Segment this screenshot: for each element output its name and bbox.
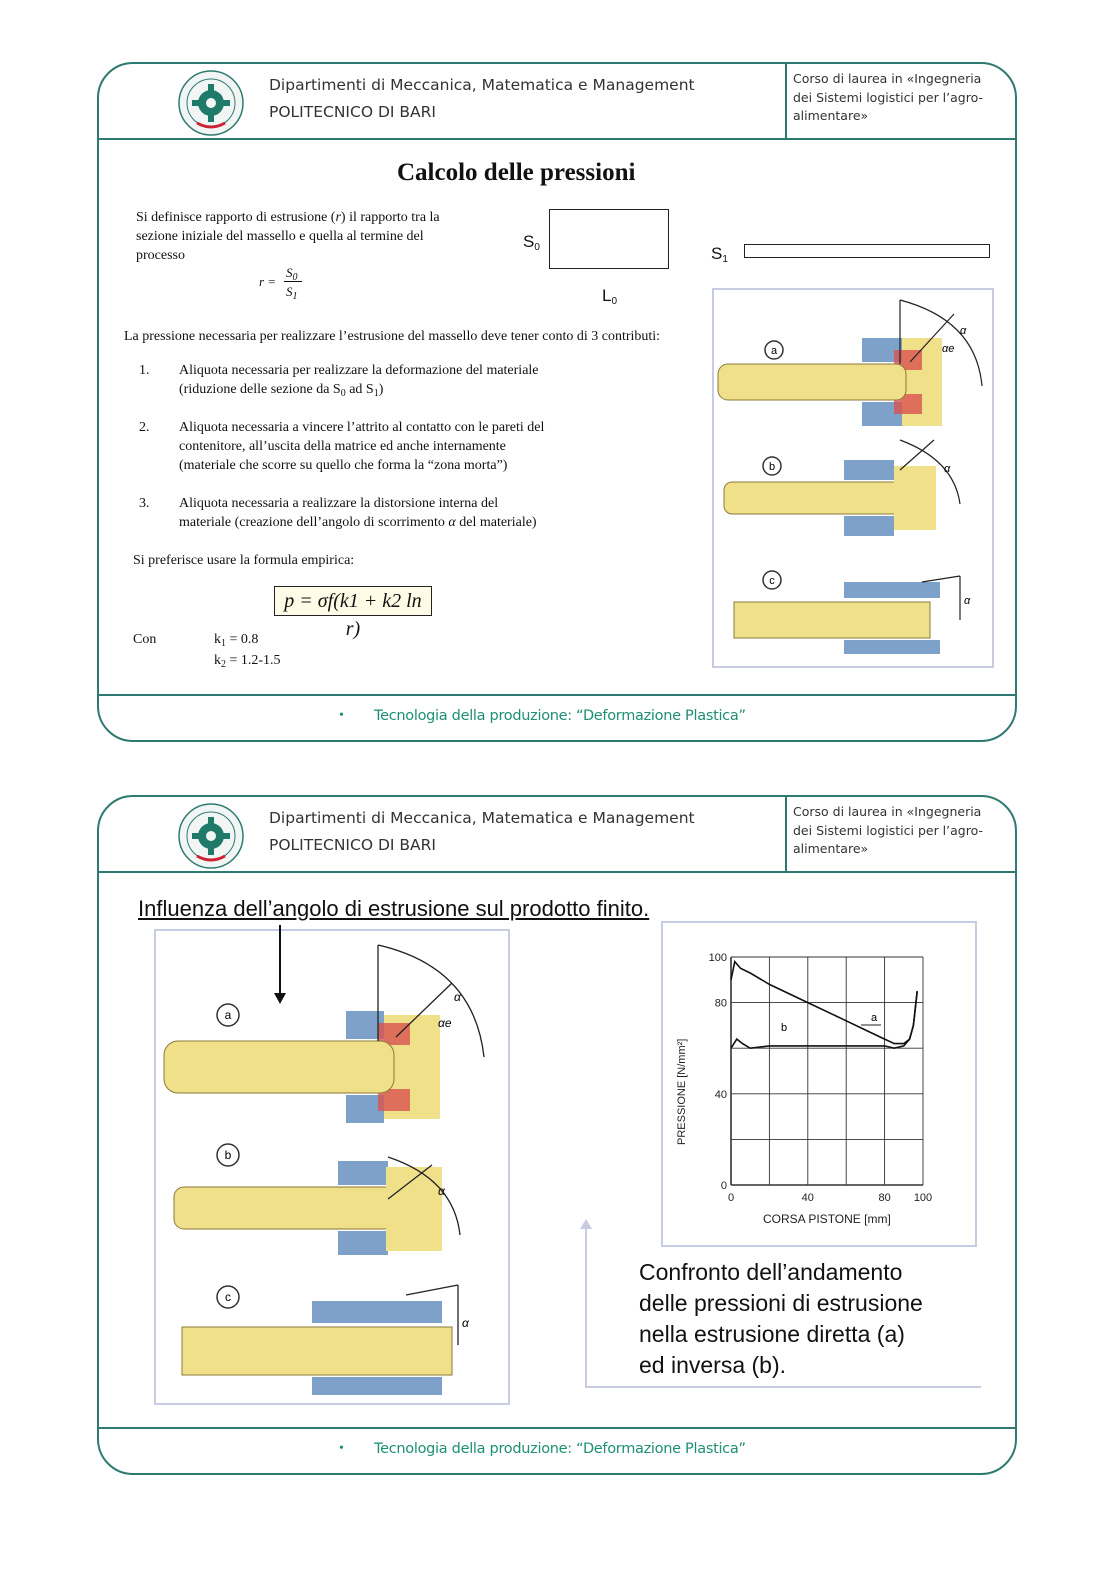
text: sezione iniziale del massello e quella al termine del (136, 229, 424, 244)
item-number: 3. (139, 496, 150, 511)
angle-alpha-e: αe (942, 343, 955, 355)
initial-section-rect (549, 209, 669, 269)
label-a: a (224, 1008, 232, 1022)
chart-series (731, 962, 917, 1049)
die-a (164, 1011, 440, 1123)
text: r (335, 210, 341, 225)
slide-footer (99, 1427, 1015, 1473)
arrow-line (279, 925, 281, 997)
footer-bullet: • (339, 708, 344, 723)
arrow-down-icon (274, 993, 286, 1005)
chart-ticks (709, 952, 933, 1204)
y-tick-label: 40 (714, 1088, 727, 1101)
slide-heading: Influenza dell’angolo di estrusione sul prodotto finito. (138, 896, 650, 921)
item-number: 2. (139, 420, 150, 435)
caption-line: ed inversa (b). (639, 1352, 787, 1378)
x-tick-label: 100 (913, 1192, 933, 1204)
footer-text: Tecnologia della produzione: “Deformazione Plastica” (374, 708, 746, 724)
text: ) il rapporto tra la (340, 210, 440, 225)
angle-labels (942, 325, 971, 607)
text: α (448, 515, 456, 530)
university-name: POLITECNICO DI BARI (269, 836, 436, 854)
label-l0: $L_0$ (602, 286, 618, 307)
k2-value: $k_2 = 1.2-1.5$ (214, 653, 281, 670)
con-label: Con (133, 632, 157, 647)
angle-alpha: α (454, 990, 461, 1004)
chart-ylabel: PRESSIONE [N/mm²] (676, 1038, 688, 1145)
text: Aliquota necessaria a realizzare la distorsione interna del (179, 496, 499, 511)
pressure-chart-figure (661, 921, 977, 1247)
slide-2 (97, 795, 1017, 1475)
text: del materiale) (455, 515, 537, 530)
university-logo-icon (177, 802, 245, 870)
angle-alpha: α (960, 325, 967, 337)
caption-line: delle pressioni di estrusione (639, 1290, 923, 1316)
angle-arcs (378, 945, 484, 1345)
die-b (174, 1161, 442, 1255)
label-s1: $S_1$ (711, 244, 728, 265)
final-section-rect (744, 244, 990, 258)
course-line: dei Sistemi logistici per l’agro- (793, 822, 983, 838)
label-c: c (769, 575, 775, 587)
k1-value: $k_1 = 0.8$ (214, 632, 259, 649)
text: ) (378, 382, 384, 397)
department-name (269, 72, 695, 126)
extrusion-angle-figure (154, 929, 510, 1405)
angle-alpha: α (944, 463, 951, 475)
course-line: alimentare» (793, 841, 869, 856)
extrusion-flow-diagram (714, 290, 992, 666)
text: (riduzione delle sezione da S (179, 382, 341, 397)
item-number: 1. (139, 363, 150, 378)
text: ad S (345, 382, 374, 397)
x-tick-label: 80 (878, 1192, 891, 1204)
caption-line: Confronto dell’andamento (639, 1259, 903, 1285)
contribution-3 (139, 494, 609, 532)
x-tick-label: 0 (727, 1192, 735, 1204)
pressure-chart (663, 923, 975, 1245)
angle-alpha: α (438, 1184, 445, 1198)
text: (materiale che scorre su quello che forma la “zona morta”) (179, 458, 508, 473)
slide-header (99, 64, 1015, 140)
department-text: Dipartimenti di Meccanica, Matematica e Management (269, 809, 695, 827)
course-line: Corso di laurea in «Ingegneria (793, 804, 982, 819)
angle-alpha: α (462, 1316, 469, 1330)
university-name: POLITECNICO DI BARI (269, 103, 436, 121)
extrusion-angle-diagram (156, 931, 508, 1403)
series-label-b: b (781, 1022, 788, 1034)
contribution-2 (139, 418, 609, 475)
empirical-formula (274, 586, 432, 640)
caption-arrow-icon (580, 1219, 592, 1229)
footer-bullet: • (339, 1441, 344, 1456)
course-line: alimentare» (793, 108, 869, 123)
text: Aliquota necessaria per realizzare la deformazione del materiale (179, 363, 539, 378)
series-line-b (731, 991, 917, 1048)
die-c (734, 582, 940, 654)
ratio-denominator: $S_1$ (286, 284, 298, 302)
formula-intro: Si preferisce usare la formula empirica: (133, 553, 355, 568)
slide-footer (99, 694, 1015, 740)
department-text: Dipartimenti di Meccanica, Matematica e Management (269, 76, 695, 94)
text: Aliquota necessaria a vincere l’attrito al contatto con le pareti del (179, 420, 545, 435)
extrusion-ratio-definition (136, 208, 506, 265)
text: 0 (340, 388, 346, 399)
university-logo-icon (177, 69, 245, 137)
angle-alpha: α (964, 595, 971, 607)
label-a: a (770, 345, 778, 357)
text: contenitore, all’uscita della matrice ed anche internamente (179, 439, 506, 454)
header-divider (785, 797, 787, 873)
die-b (724, 460, 936, 536)
contribution-1 (139, 361, 609, 403)
footer-text: Tecnologia della produzione: “Deformazione Plastica” (374, 1441, 746, 1457)
label-c: c (225, 1290, 231, 1304)
angle-labels (438, 990, 470, 1330)
die-a (718, 338, 942, 426)
series-label-a: a (871, 1012, 878, 1024)
angle-alpha-e: αe (438, 1016, 452, 1030)
course-name (793, 70, 1008, 126)
text: materiale (creazione dell’angolo di scorrimento (179, 515, 449, 530)
extrusion-flow-figure (712, 288, 994, 668)
die-c (182, 1301, 452, 1395)
y-tick-label: 80 (714, 997, 727, 1010)
x-tick-label: 40 (801, 1192, 814, 1204)
label-b: b (768, 461, 776, 473)
header-divider (785, 64, 787, 140)
ratio-lhs: r = (259, 274, 277, 289)
text: 1 (373, 388, 379, 399)
slide-title: Calcolo delle pressioni (397, 159, 636, 186)
y-tick-label: 0 (720, 1180, 727, 1192)
y-tick-label: 100 (708, 952, 727, 964)
text: Si definisce rapporto di estrusione ( (136, 210, 336, 225)
slide-1 (97, 62, 1017, 742)
text: processo (136, 248, 185, 263)
department-name (269, 805, 695, 859)
label-s0: $S_0$ (523, 232, 540, 253)
caption-line: nella estrusione diretta (a) (639, 1321, 905, 1347)
ratio-numerator: $S_0$ (286, 265, 298, 283)
chart-caption (639, 1257, 923, 1381)
caption-border-left (585, 1227, 587, 1387)
slide-header (99, 797, 1015, 873)
label-b: b (224, 1148, 232, 1162)
chart-xlabel: CORSA PISTONE [mm] (763, 1212, 891, 1226)
formula-text: p = σf(k1 + k2 ln r) (284, 590, 422, 640)
course-name (793, 803, 1008, 859)
caption-border-bottom (585, 1386, 981, 1388)
chart-grid (731, 957, 923, 1185)
course-line: Corso di laurea in «Ingegneria (793, 71, 982, 86)
contributions-intro: La pressione necessaria per realizzare l’estrusione del massello deve tener conto di 3 contributi: (124, 329, 661, 344)
course-line: dei Sistemi logistici per l’agro- (793, 89, 983, 105)
